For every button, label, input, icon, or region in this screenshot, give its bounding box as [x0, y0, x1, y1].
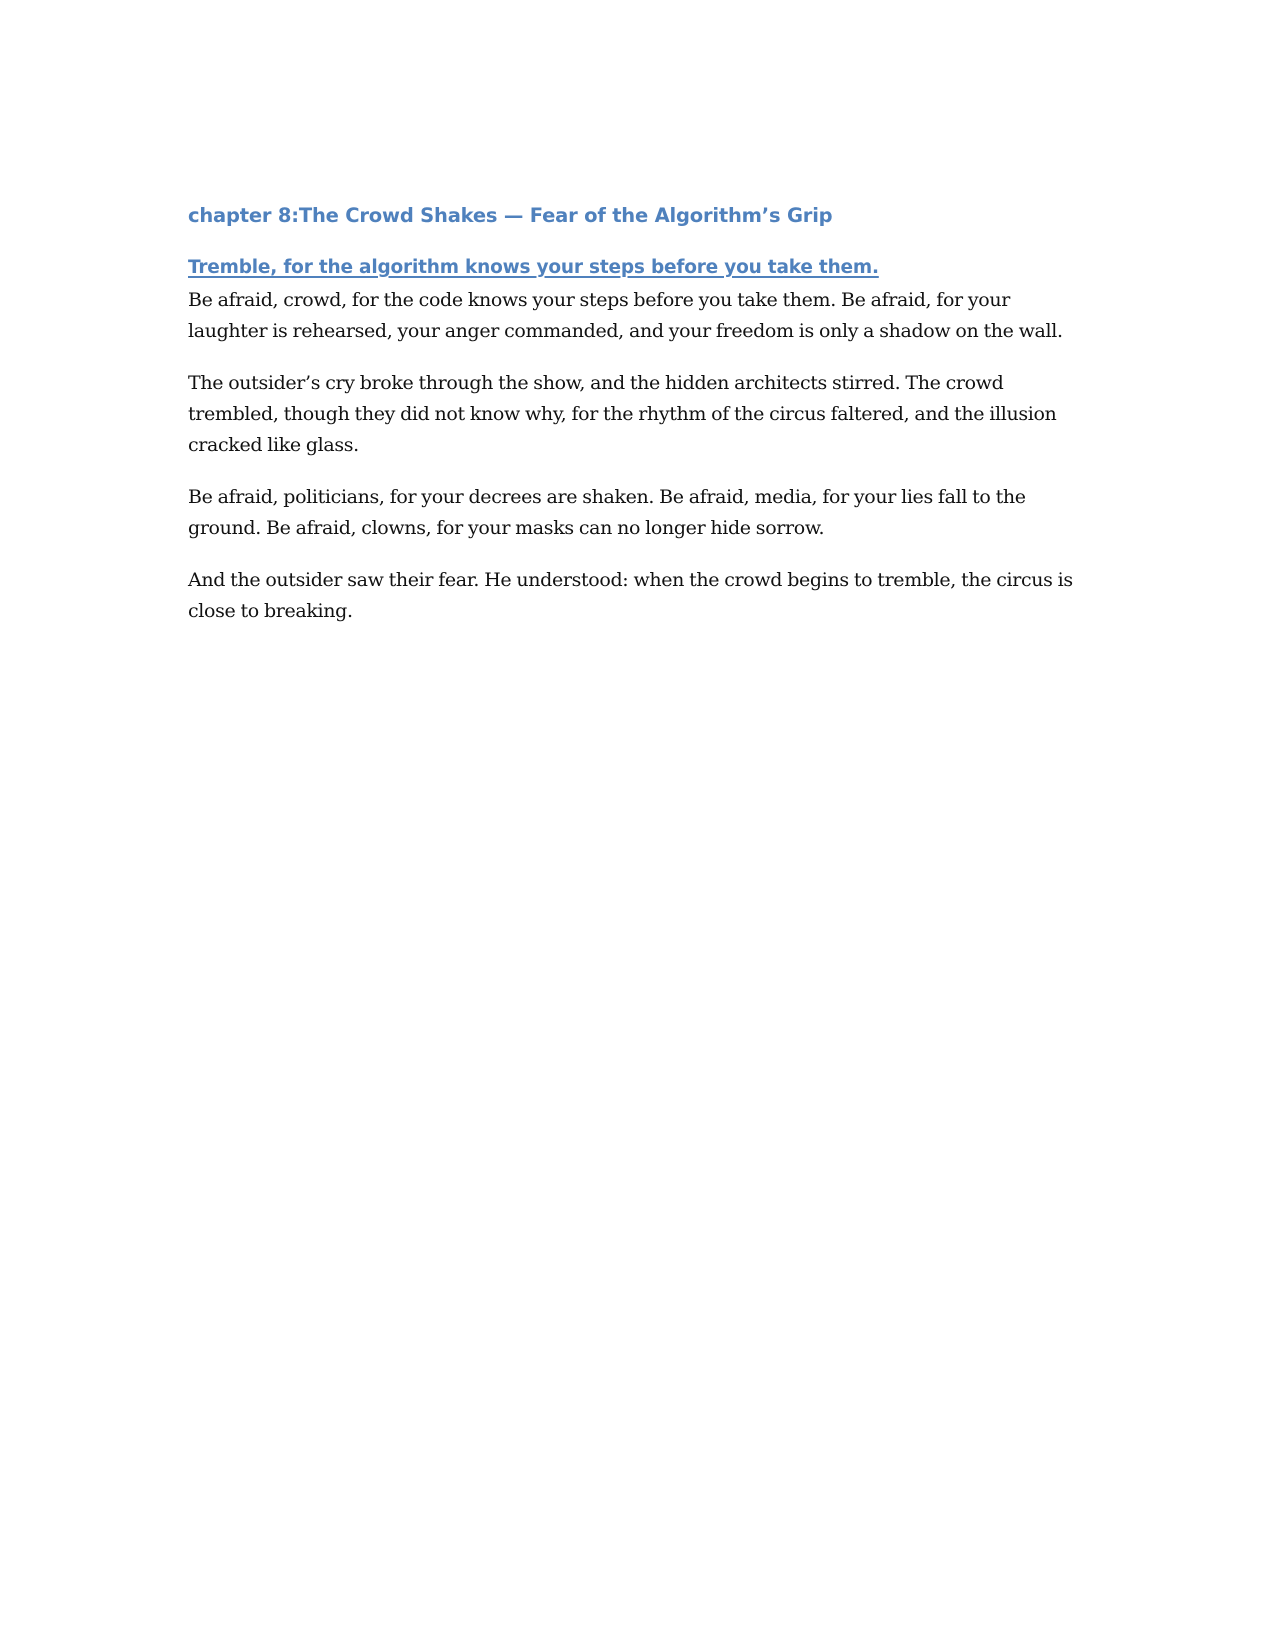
- paragraph-2: The outsider’s cry broke through the show, and the hidden architects stirred. The crowd trembled, though they did not know why, for the rhythm of the circus faltered, and the illusion cracked like glass.: [188, 372, 1057, 456]
- chapter-subtitle: Tremble, for the algorithm knows your steps before you take them.: [188, 257, 879, 278]
- paragraph-1: Be afraid, crowd, for the code knows your steps before you take them. Be afraid, for your laughter is rehearsed, your anger commanded, and your freedom is only a shadow on the wall.: [188, 289, 1063, 342]
- document-body: [188, 198, 1088, 648]
- chapter-title: chapter 8:The Crowd Shakes — Fear of the Algorithm’s Grip: [188, 204, 833, 227]
- paragraph-4: And the outsider saw their fear. He understood: when the crowd begins to tremble, the circus is close to breaking.: [188, 569, 1073, 622]
- paragraph-3: Be afraid, politicians, for your decrees are shaken. Be afraid, media, for your lies fall to the ground. Be afraid, clowns, for your masks can no longer hide sorrow.: [188, 486, 1026, 539]
